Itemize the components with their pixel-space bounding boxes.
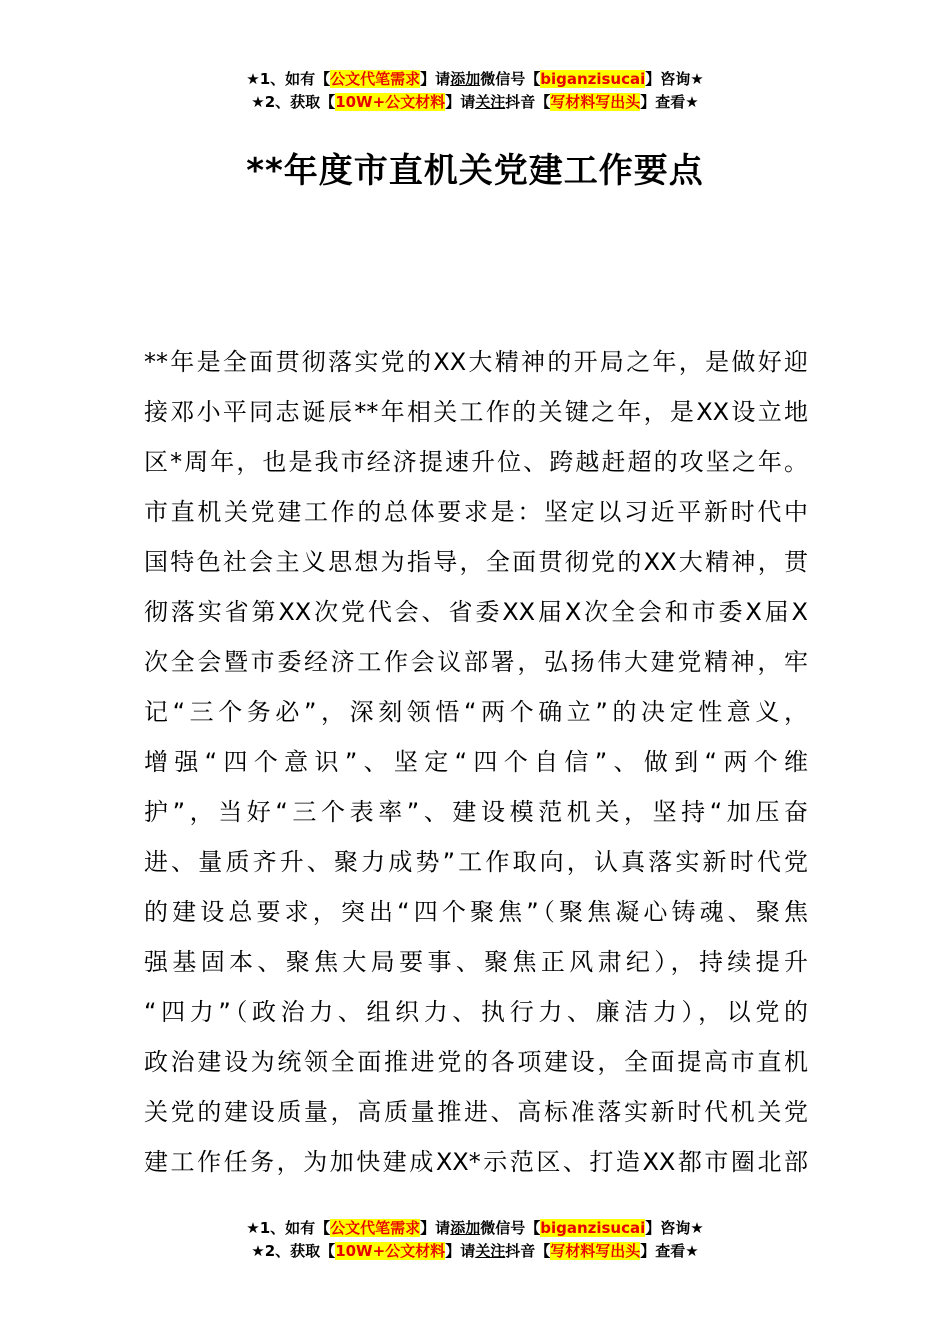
promo-footer [0, 1217, 950, 1263]
promo-text: 】请 [420, 70, 451, 88]
body-line: 建工作任务，为加快建成XX*示范区、打造XX都市圈北部 [144, 1148, 808, 1176]
body-line: 记“三个务必”，深刻领悟“两个确立”的决定性意义， [144, 698, 808, 726]
promo-line-2 [0, 1240, 950, 1263]
promo-text: ★1、如有【 [246, 1219, 331, 1237]
promo-highlight: biganzisucai [540, 70, 646, 88]
promo-highlight: 写材料写出头 [550, 93, 641, 111]
body-line: 区*周年，也是我市经济提速升位、跨越赶超的攻坚之年。 [144, 448, 808, 476]
body-line: 增强“四个意识”、坚定“四个自信”、做到“两个维 [144, 748, 808, 776]
document-title: **年度市直机关党建工作要点 [246, 151, 704, 191]
body-line: 强基固本、聚焦大局要事、聚焦正风肃纪），持续提升 [144, 948, 808, 976]
promo-text: 】咨询★ [645, 1219, 704, 1237]
promo-text: ★2、获取【 [251, 1242, 336, 1260]
promo-text: 抖音【 [505, 1242, 551, 1260]
promo-line-1 [0, 68, 950, 91]
promo-text: 】请 [420, 1219, 451, 1237]
body-line: 政治建设为统领全面推进党的各项建设，全面提高市直机 [144, 1048, 808, 1076]
body-line: 国特色社会主义思想为指导，全面贯彻党的XX大精神，贯 [144, 548, 808, 576]
body-line: 的建设总要求，突出“四个聚焦”（聚焦凝心铸魂、聚焦 [144, 898, 808, 926]
promo-text: ★1、如有【 [246, 70, 331, 88]
promo-highlight: 写材料写出头 [550, 1242, 641, 1260]
promo-underlined: 关注 [475, 93, 506, 111]
promo-text: ★2、获取【 [251, 93, 336, 111]
promo-underlined: 添加 [450, 1219, 481, 1237]
promo-underlined: 关注 [475, 1242, 506, 1260]
promo-line-1 [0, 1217, 950, 1240]
promo-text: 微信号【 [480, 1219, 541, 1237]
body-line: 次全会暨市委经济工作会议部署，弘扬伟大建党精神，牢 [144, 648, 808, 676]
promo-highlight: biganzisucai [540, 1219, 646, 1237]
body-line: 关党的建设质量，高质量推进、高标准落实新时代机关党 [144, 1098, 808, 1126]
body-line: **年是全面贯彻落实党的XX大精神的开局之年，是做好迎 [144, 348, 808, 376]
promo-text: 】请 [445, 93, 476, 111]
promo-header [0, 68, 950, 114]
promo-highlight: 公文代笔需求 [330, 1219, 421, 1237]
body-line: “四力”（政治力、组织力、执行力、廉洁力），以党的 [144, 998, 808, 1026]
promo-text: 】请 [445, 1242, 476, 1260]
body-line: 进、量质齐升、聚力成势”工作取向，认真落实新时代党 [144, 848, 808, 876]
body-line: 市直机关党建工作的总体要求是：坚定以习近平新时代中 [144, 498, 808, 526]
promo-line-2 [0, 91, 950, 114]
promo-text: 微信号【 [480, 70, 541, 88]
document-body [144, 337, 808, 1187]
promo-highlight: 10W+公文材料 [335, 1242, 446, 1260]
body-line: 护”，当好“三个表率”、建设模范机关，坚持“加压奋 [144, 798, 808, 826]
body-line: 彻落实省第XX次党代会、省委XX届X次全会和市委X届X [144, 598, 808, 626]
body-line: 接邓小平同志诞辰**年相关工作的关键之年，是XX设立地 [144, 398, 808, 426]
promo-text: 抖音【 [505, 93, 551, 111]
promo-highlight: 10W+公文材料 [335, 93, 446, 111]
promo-text: 】查看★ [640, 1242, 699, 1260]
promo-text: 】查看★ [640, 93, 699, 111]
promo-highlight: 公文代笔需求 [330, 70, 421, 88]
promo-text: 】咨询★ [645, 70, 704, 88]
promo-underlined: 添加 [450, 70, 481, 88]
